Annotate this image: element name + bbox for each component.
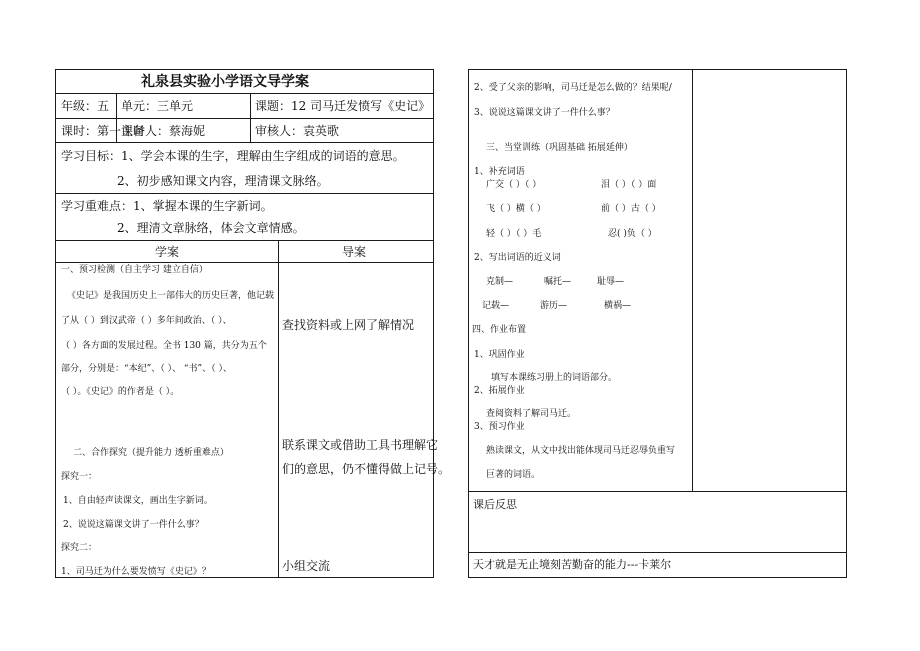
rule <box>55 193 434 194</box>
question-line: 2、说说这篇课文讲了一件什么事？ <box>63 520 204 530</box>
guide-note: 小组交流 <box>282 559 331 573</box>
rule <box>55 69 56 578</box>
section-heading: 四、作业布置 <box>472 325 527 335</box>
lesson-field: 课题：12 司马迁发愤写《史记》 <box>255 99 431 113</box>
fill-word: 轻（ ）（ ）毛 <box>486 229 542 239</box>
homework-desc: 填写本课练习册上的词语部分。 <box>491 373 618 383</box>
synonym-item: 嘱托— <box>544 277 572 287</box>
column-header-guide: 导案 <box>342 245 367 259</box>
keypoints-line: 学习重难点：1、掌握本课的生字新词。 <box>61 199 273 213</box>
synonym-item: 记载— <box>482 301 510 311</box>
fill-word: 泪（ ）（ ）面 <box>601 180 657 190</box>
fill-word: 飞（ ）横（ ） <box>486 204 546 214</box>
homework-item: 2、拓展作业 <box>474 386 525 396</box>
rule <box>278 240 279 578</box>
guide-note: 们的意思，仍不懂得做上记号。 <box>282 462 451 476</box>
rule <box>55 577 434 578</box>
page-title: 礼泉县实验小学语文导学案 <box>141 74 309 90</box>
section-heading: 二、合作探究（提升能力 透析重难点） <box>73 448 229 458</box>
period-field: 课时：第一课时 <box>61 124 146 138</box>
rule <box>250 93 251 142</box>
paragraph-line: （ ）。《史记》的作者是（ ）。 <box>61 387 180 397</box>
goals-line: 学习目标：1、学会本课的生字，理解由生字组成的词语的意思。 <box>61 149 405 163</box>
rule <box>468 69 469 578</box>
grade-field: 年级：五 <box>61 99 110 113</box>
question-line: 2、受了父亲的影响，司马迁是怎么做的？结果呢/ <box>474 83 672 93</box>
paragraph-line: 《史记》是我国历史上一部伟大的历史巨著，他记载 <box>67 291 275 301</box>
paragraph-line: （ ）各方面的发展过程。全书 130 篇，共分为五个 <box>61 341 267 351</box>
guide-note: 查找资料或上网了解情况 <box>282 318 415 332</box>
preparer-field: 主备人：蔡海妮 <box>121 124 206 138</box>
rule <box>55 93 434 94</box>
rule <box>468 552 847 553</box>
rule <box>468 491 847 492</box>
subheading: 探究二： <box>61 543 98 553</box>
synonym-item: 游历— <box>540 301 568 311</box>
rule <box>433 69 434 578</box>
homework-desc: 查阅资料了解司马迁。 <box>486 409 577 419</box>
reviewer-field: 审核人：袁英歌 <box>255 124 340 138</box>
rule <box>468 69 847 70</box>
section-heading: 一、预习检测（自主学习 建立自信） <box>61 265 208 275</box>
fill-word: 前（ ）古（ ） <box>601 204 661 214</box>
task-heading: 2、写出词语的近义词 <box>474 253 561 263</box>
homework-desc: 熟读课文，从文中找出能体现司马迁忍辱负重写 <box>486 446 676 456</box>
homework-desc: 巨著的词语。 <box>486 470 541 480</box>
reflection-label: 课后反思 <box>473 498 517 511</box>
rule <box>55 262 434 263</box>
question-line: 3、说说这篇课文讲了一件什么事？ <box>474 108 615 118</box>
rule <box>55 240 434 241</box>
guide-note: 联系课文或借助工具书理解它 <box>282 438 439 452</box>
question-line: 1、司马迁为什么要发愤写《史记》？ <box>61 567 211 577</box>
section-heading: 三、当堂训练（巩固基础 拓展延伸） <box>486 143 633 153</box>
question-line: 1、自由轻声读课文，画出生字新词。 <box>63 496 213 506</box>
fill-word: 忍( )负（ ） <box>608 229 657 239</box>
homework-item: 1、巩固作业 <box>474 350 525 360</box>
keypoints-line: 2、理清文章脉络，体会文章情感。 <box>117 221 305 235</box>
goals-line: 2、初步感知课文内容，理清课文脉络。 <box>117 174 329 188</box>
paragraph-line: 了从（ ）到汉武帝（ ）多年间政治、（ ）、 <box>61 316 232 326</box>
rule <box>55 118 434 119</box>
synonym-item: 耻辱— <box>597 277 625 287</box>
quote: 天才就是无止境刻苦勤奋的能力---卡莱尔 <box>473 558 672 571</box>
rule <box>846 69 847 578</box>
fill-word: 广交（ ）（ ） <box>486 180 542 190</box>
task-heading: 1、补充词语 <box>474 167 525 177</box>
rule <box>55 142 434 143</box>
rule <box>468 577 847 578</box>
homework-item: 3、预习作业 <box>474 422 525 432</box>
column-header-study-plan: 学案 <box>155 245 180 259</box>
synonym-item: 克制— <box>486 277 514 287</box>
rule <box>55 69 434 70</box>
unit-field: 单元：三单元 <box>121 99 194 113</box>
synonym-item: 横祸— <box>604 301 632 311</box>
subheading: 探究一： <box>61 472 98 482</box>
rule <box>692 69 693 492</box>
paragraph-line: 部分，分别是：“本纪”、（ ）、 “书”、（ ）、 <box>61 364 232 374</box>
